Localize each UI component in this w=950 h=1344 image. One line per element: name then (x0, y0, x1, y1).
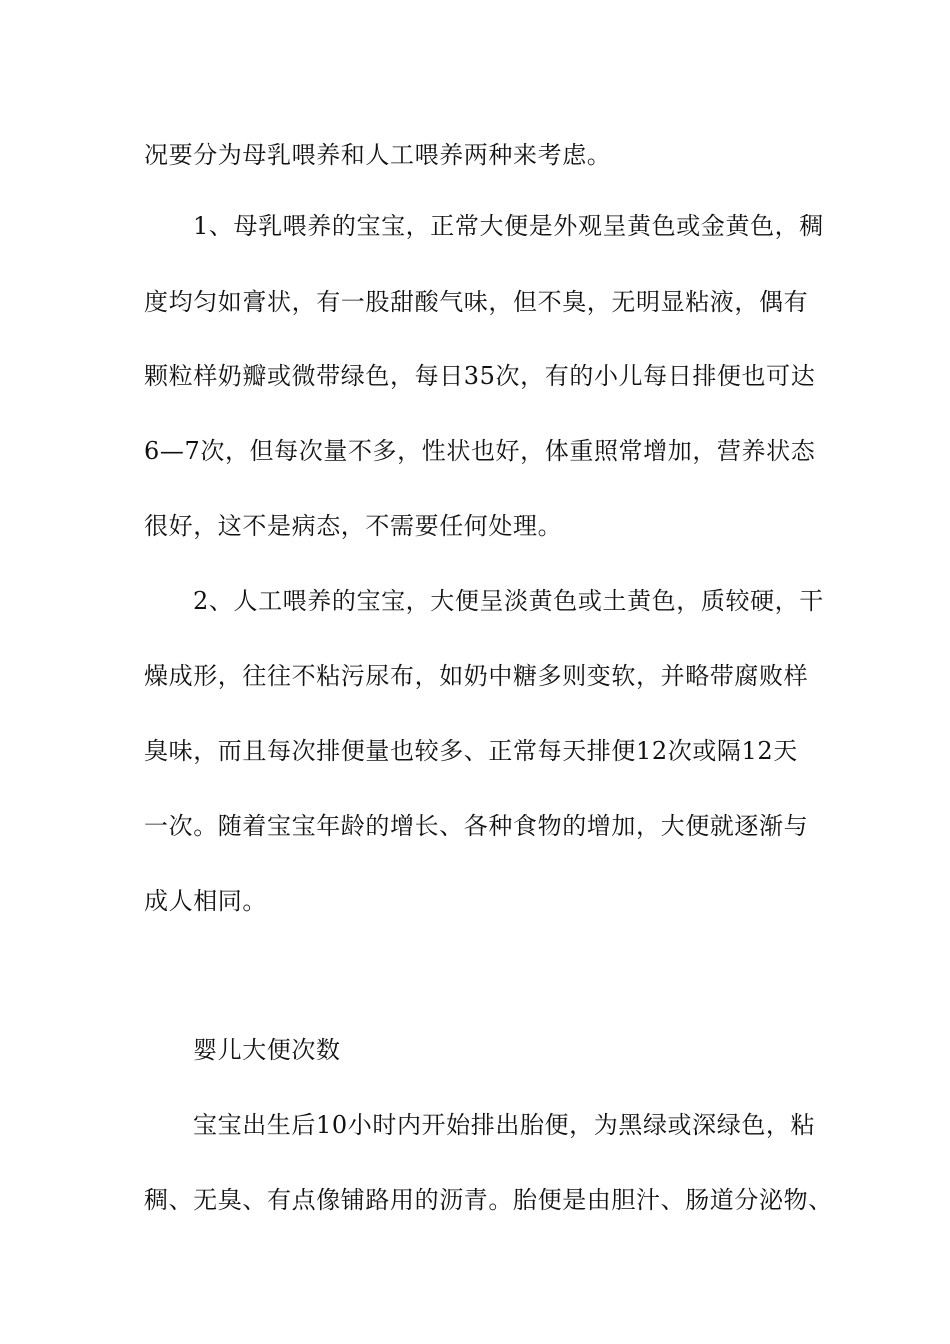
section-heading: 婴儿大便次数 (193, 1036, 341, 1064)
paragraph-line: 稠、无臭、有点像铺路用的沥青。胎便是由胆汁、肠道分泌物、 (144, 1186, 833, 1214)
paragraph-line: 成人相同。 (144, 887, 267, 915)
paragraph-line: 1、母乳喂养的宝宝，正常大便是外观呈黄色或金黄色，稠 (193, 212, 824, 240)
paragraph-line: 一次。随着宝宝年龄的增长、各种食物的增加，大便就逐渐与 (144, 812, 809, 840)
paragraph-line: 很好，这不是病态，不需要任何处理。 (144, 512, 563, 540)
paragraph-line: 颗粒样奶瓣或微带绿色，每日35次，有的小儿每日排便也可达 (144, 362, 816, 390)
paragraph-line: 2、人工喂养的宝宝，大便呈淡黄色或土黄色，质较硬，干 (193, 587, 824, 615)
paragraph-line: 况要分为母乳喂养和人工喂养两种来考虑。 (144, 141, 612, 169)
paragraph-line: 度均匀如膏状，有一股甜酸气味，但不臭，无明显粘液，偶有 (144, 288, 809, 316)
paragraph-line: 燥成形，往往不粘污尿布，如奶中糖多则变软，并略带腐败样 (144, 662, 809, 690)
paragraph-line: 臭味，而且每次排便量也较多、正常每天排便12次或隔12天 (144, 737, 798, 765)
paragraph-line: 宝宝出生后10小时内开始排出胎便，为黑绿或深绿色，粘 (193, 1111, 816, 1139)
paragraph-line: 6—7次，但每次量不多，性状也好，体重照常增加，营养状态 (144, 437, 816, 465)
